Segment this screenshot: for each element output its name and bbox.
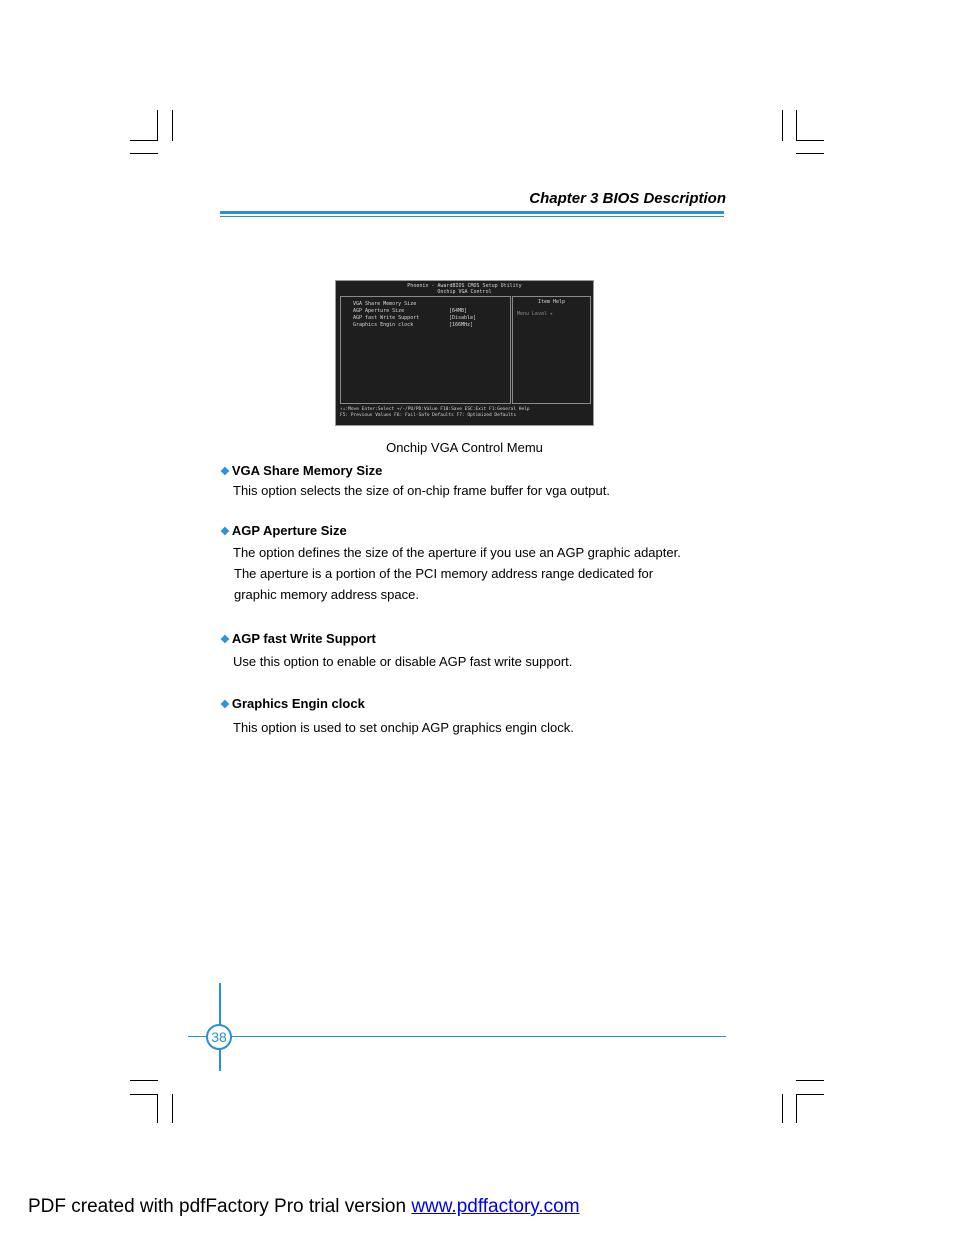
header-rule [220,211,724,214]
bios-footer-line: ↑↓:Move Enter:Select +/-/PU/PD:Value F10:Save ESC:Exit F1:General Help [340,407,530,412]
bios-footer [340,407,591,419]
crop-mark [796,1094,824,1095]
crop-mark [130,1094,158,1095]
body-line: This option selects the size of on-chip frame buffer for vga output. [233,483,610,498]
bios-menu-level: Menu Level ▸ [517,311,554,317]
section-heading [220,696,365,711]
diamond-bullet-icon: ❖ [220,634,230,646]
section-heading-text: AGP Aperture Size [231,523,347,538]
section-heading [220,463,382,478]
body-line: This option is used to set onchip AGP graphics engin clock. [233,720,574,735]
bios-item-label: AGP fast Write Support [353,315,420,321]
bios-title-line: Phoenix - AwardBIOS CMOS Setup Utility [407,283,522,289]
page-number-rule [188,1036,726,1037]
section-heading [220,523,347,538]
body-line: Use this option to enable or disable AGP fast write support. [233,654,573,669]
crop-mark [796,110,797,141]
bios-item-label: Graphics Engin clock [353,322,414,328]
bios-help-panel [512,296,591,404]
body-line: graphic memory address space. [234,587,419,602]
crop-mark [130,1080,158,1081]
bios-item-value: [Disable] [449,315,477,321]
bios-help-title: Item Help [537,299,566,305]
bios-item-value: [64MB] [449,308,468,314]
bios-title-line: Onchip VGA Control [437,289,492,295]
section-body [233,542,733,605]
body-line: The option defines the size of the aperture if you use an AGP graphic adapter. [233,545,681,560]
page-number: 38 [206,1024,232,1050]
pdffactory-link[interactable]: www.pdffactory.com [411,1196,580,1217]
crop-mark [157,110,158,141]
bios-main-panel [340,296,511,404]
bios-footer-line: F5: Previous Values F6: Fail-Safe Defaults F7: Optimized Defaults [340,413,517,418]
pdf-footer [28,1196,580,1218]
figure-caption: Onchip VGA Control Memu [386,440,543,455]
bios-title [336,283,593,295]
crop-mark [130,153,158,154]
diamond-bullet-icon: ❖ [220,526,230,538]
section-heading-text: VGA Share Memory Size [231,463,383,478]
crop-mark [172,110,173,141]
crop-mark [796,153,824,154]
diamond-bullet-icon: ❖ [220,699,230,711]
crop-mark [172,1094,173,1123]
section-heading-text: AGP fast Write Support [231,631,376,646]
section-body [233,651,733,672]
crop-mark [130,140,158,141]
crop-mark [796,140,824,141]
chapter-title: Chapter 3 BIOS Description [529,190,726,207]
crop-mark [782,110,783,141]
bios-screenshot [335,280,594,426]
bios-item-label: VGA Share Memory Size [353,301,417,307]
bios-item-label: AGP Aperture Size [353,308,405,314]
body-line: The aperture is a portion of the PCI memory address range dedicated for [234,566,654,581]
header-rule [220,216,724,217]
crop-mark [796,1080,824,1081]
section-heading-text: Graphics Engin clock [231,696,365,711]
crop-mark [782,1094,783,1123]
crop-mark [796,1094,797,1123]
section-heading [220,631,376,646]
footer-text: PDF created with pdfFactory Pro trial version [28,1196,412,1217]
section-body [233,717,733,738]
crop-mark [157,1094,158,1123]
section-body [233,480,733,501]
bios-item-value: [166MHz] [449,322,474,328]
diamond-bullet-icon: ❖ [220,466,230,478]
